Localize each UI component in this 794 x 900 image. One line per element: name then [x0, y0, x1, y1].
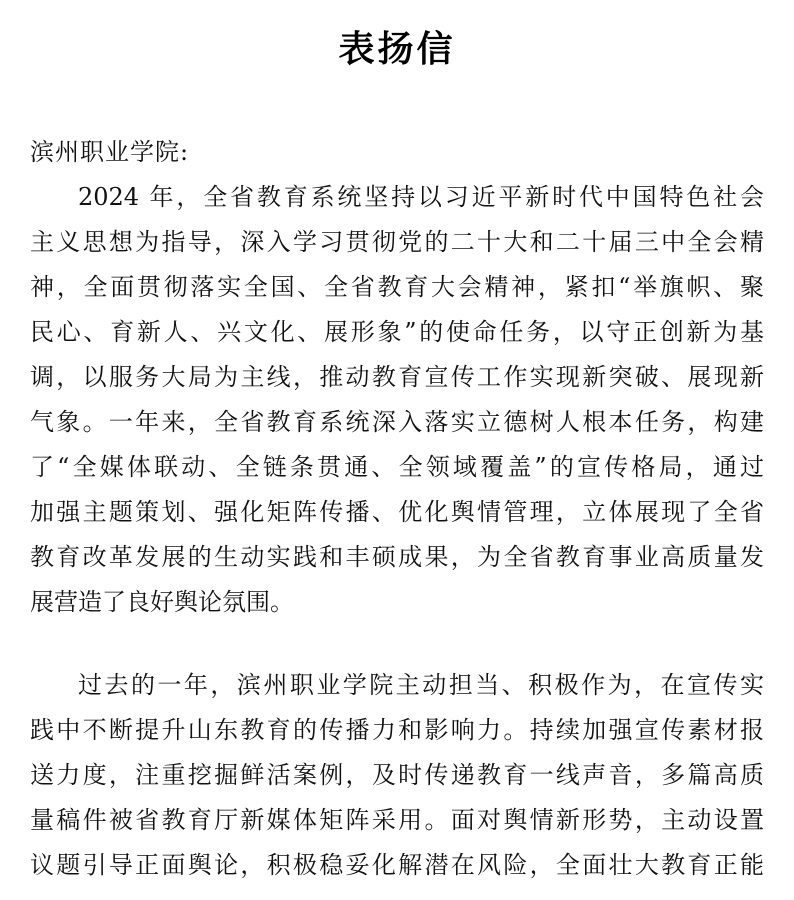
paragraph-2-line: 送力度，注重挖掘鲜活案例，及时传递教育一线声音，多篇高质	[30, 761, 764, 789]
paragraph-1-line: 气象。一年来，全省教育系统深入落实立德树人根本任务，构建	[30, 408, 764, 436]
salutation: 滨州职业学院:	[30, 138, 190, 166]
paragraph-1-line: 主义思想为指导，深入学习贯彻党的二十大和二十届三中全会精	[30, 228, 764, 256]
paragraph-2-line: 议题引导正面舆论，积极稳妥化解潜在风险，全面壮大教育正能	[30, 851, 764, 879]
paragraph-1-line: 神，全面贯彻落实全国、全省教育大会精神，紧扣“举旗帜、聚	[30, 273, 764, 301]
paragraph-1-line: 了“全媒体联动、全链条贯通、全领域覆盖”的宣传格局，通过	[30, 453, 764, 481]
paragraph-1-line: 展营造了良好舆论氛围。	[30, 588, 294, 616]
paragraph-1-line: 加强主题策划、强化矩阵传播、优化舆情管理，立体展现了全省	[30, 498, 764, 526]
letter-title: 表扬信	[338, 29, 456, 70]
paragraph-2-line: 践中不断提升山东教育的传播力和影响力。持续加强宣传素材报	[30, 716, 764, 744]
paragraph-1-line: 民心、育新人、兴文化、展形象”的使命任务，以守正创新为基	[30, 318, 764, 346]
paragraph-2-line: 量稿件被省教育厅新媒体矩阵采用。面对舆情新形势，主动设置	[30, 806, 764, 834]
paragraph-2-line: 过去的一年，滨州职业学院主动担当、积极作为，在宣传实	[78, 671, 764, 699]
paragraph-1-line: 调，以服务大局为主线，推动教育宣传工作实现新突破、展现新	[30, 363, 764, 391]
paragraph-1-line: 教育改革发展的生动实践和丰硕成果，为全省教育事业高质量发	[30, 543, 764, 571]
paragraph-1-line: 2024 年，全省教育系统坚持以习近平新时代中国特色社会	[78, 183, 764, 211]
